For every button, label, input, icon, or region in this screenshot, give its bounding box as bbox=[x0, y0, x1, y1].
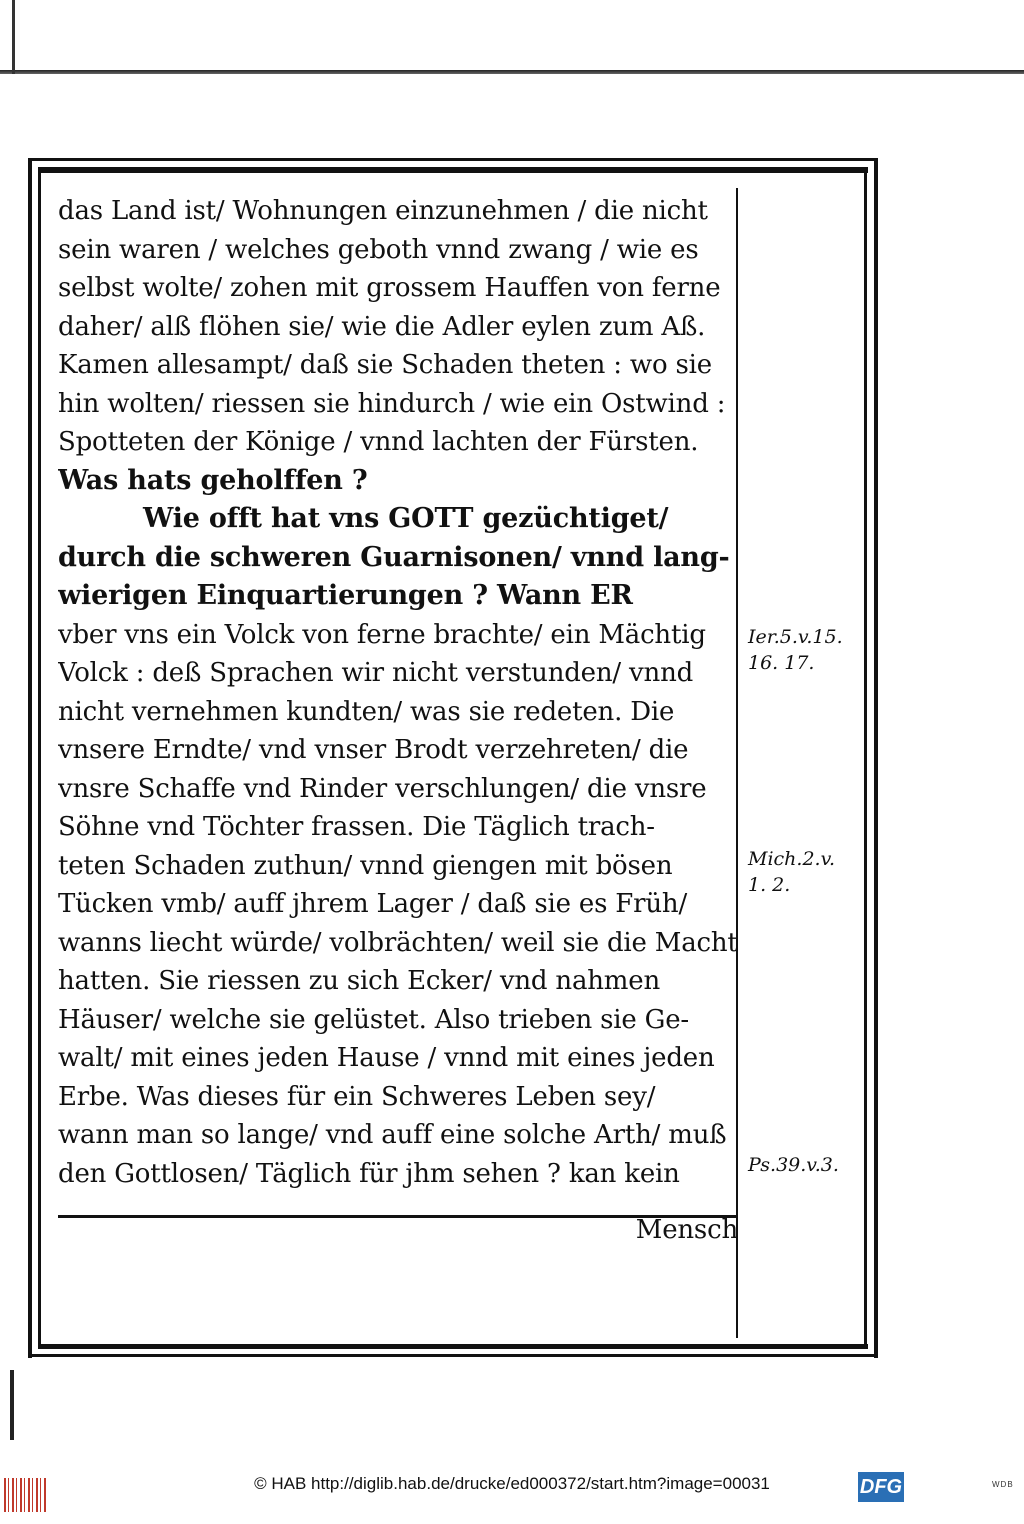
margin-note-line: Mich.2.v. bbox=[748, 848, 836, 870]
footer-bar bbox=[0, 1464, 1024, 1524]
margin-note-line: Ps.39.v.3. bbox=[748, 1154, 839, 1176]
frame-bottom-rule-outer bbox=[28, 1354, 878, 1357]
text-line-bold: wierigen Einquartierungen ? Wann ER bbox=[58, 580, 633, 611]
footer-attribution[interactable]: © HAB http://diglib.hab.de/drucke/ed000372/start.htm?image=00031 bbox=[254, 1474, 770, 1493]
text-line: hatten. Sie riessen zu sich Ecker/ vnd nahmen bbox=[58, 966, 660, 996]
frame-left-rule-inner bbox=[38, 168, 41, 1348]
text-line: Söhne vnd Töchter frassen. Die Täglich trach- bbox=[58, 812, 655, 842]
text-line: wanns liecht würde/ volbrächten/ weil sie die Macht bbox=[58, 927, 738, 958]
margin-note-jeremiah bbox=[748, 624, 843, 676]
dfg-logo[interactable]: DFG bbox=[858, 1472, 904, 1502]
text-line: sein waren / welches geboth vnnd zwang / wie es bbox=[58, 234, 699, 265]
text-line: Erbe. Was dieses für ein Schweres Leben sey/ bbox=[58, 1081, 656, 1112]
text-line: Volck : deß Sprachen wir nicht verstunden/ vnnd bbox=[58, 658, 694, 688]
text-line: das Land ist/ Wohnungen einzunehmen / die nicht bbox=[58, 196, 708, 226]
text-line: vnsere Erndte/ vnd vnser Brodt verzehreten/ die bbox=[58, 735, 689, 765]
frame-right-rule-outer bbox=[874, 158, 878, 1358]
catchword: Mensch bbox=[635, 1215, 738, 1245]
frame-bottom-rule-inner bbox=[38, 1344, 868, 1349]
main-text bbox=[58, 192, 738, 1250]
margin-note-psalm bbox=[748, 1152, 839, 1178]
margin-note-micah bbox=[748, 846, 835, 898]
text-line: selbst wolte/ zohen mit grossem Hauffen von ferne bbox=[58, 273, 721, 303]
text-line: Häuser/ welche sie gelüstet. Also trieben sie Ge- bbox=[58, 1004, 689, 1035]
text-line: daher/ alß flöhen sie/ wie die Adler eylen zum Aß. bbox=[58, 311, 706, 342]
page-left-edge bbox=[12, 0, 15, 74]
text-line: nicht vernehmen kundten/ was sie redeten. Die bbox=[58, 696, 675, 727]
text-line: Kamen allesampt/ daß sie Schaden theten : wo sie bbox=[58, 350, 712, 380]
text-line-bold: Was hats geholffen ? bbox=[58, 464, 368, 496]
text-line: Spotteten der Könige / vnnd lachten der Fürsten. bbox=[58, 427, 699, 457]
page-left-edge-lower bbox=[10, 1370, 14, 1440]
margin-note-line: 1. 2. bbox=[748, 874, 791, 896]
text-line-bold: durch die schweren Guarnisonen/ vnnd lang- bbox=[58, 541, 730, 573]
frame-right-rule-inner bbox=[864, 168, 867, 1348]
text-line: walt/ mit eines jeden Hause / vnnd mit eines jeden bbox=[58, 1043, 715, 1073]
frame-top-rule-outer bbox=[28, 158, 878, 161]
wdb-mark: WDB bbox=[992, 1480, 1014, 1489]
text-line: vber vns ein Volck von ferne brachte/ ein Mächtig bbox=[58, 619, 706, 650]
text-line: hin wolten/ riessen sie hindurch / wie ein Ostwind : bbox=[58, 388, 726, 419]
text-line: Tücken vmb/ auff jhrem Lager / daß sie es Früh/ bbox=[58, 889, 688, 919]
text-line: wann man so lange/ vnd auff eine solche Arth/ muß bbox=[58, 1120, 727, 1150]
text-line: vnsre Schaffe vnd Rinder verschlungen/ die vnsre bbox=[58, 773, 707, 804]
frame-left-rule-outer bbox=[28, 158, 32, 1358]
margin-note-line: Ier.5.v.15. bbox=[748, 626, 843, 648]
text-line: den Gottlosen/ Täglich für jhm sehen ? kan kein bbox=[58, 1158, 680, 1189]
margin-note-line: 16. 17. bbox=[748, 652, 815, 674]
frame-top-rule-inner bbox=[38, 167, 868, 173]
text-line-bold: Wie offt hat vns GOTT gezüchtiget/ bbox=[143, 503, 669, 534]
page-top-edge bbox=[0, 70, 1024, 74]
text-line: teten Schaden zuthun/ vnnd giengen mit bösen bbox=[58, 850, 673, 881]
